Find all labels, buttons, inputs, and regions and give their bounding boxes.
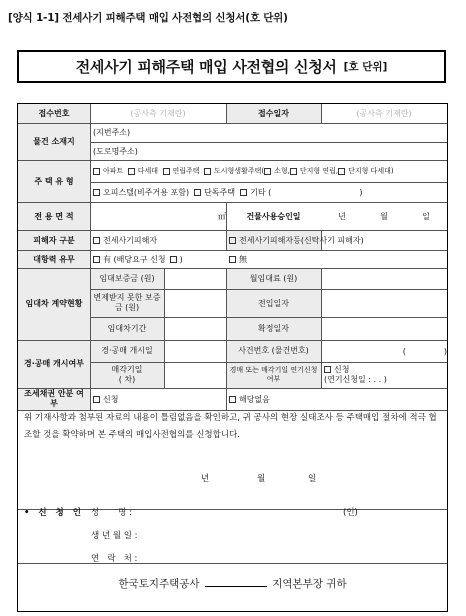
- applicant-label: • 신 청 인: [24, 508, 84, 518]
- urban-housing-checkbox[interactable]: [204, 168, 211, 175]
- approval-day: 일: [422, 211, 430, 221]
- statement-year: 년: [201, 474, 210, 484]
- monthly-rent-field[interactable]: [321, 268, 447, 289]
- monthly-rent-label: 월임대료 (원): [249, 274, 298, 283]
- seal-mark: (인): [343, 508, 358, 518]
- fixed-date-field[interactable]: [321, 317, 447, 340]
- opposability-yes-close: ): [179, 254, 183, 264]
- case-number-open: (: [402, 346, 406, 356]
- dividend-request-checkbox[interactable]: [170, 256, 177, 263]
- opposability-no-checkbox[interactable]: [229, 256, 236, 263]
- birth-date-field[interactable]: [148, 529, 338, 541]
- multi-household-checkbox[interactable]: [128, 168, 135, 175]
- victim-type-option1: [90, 230, 229, 250]
- officetel-option-label: 오피스텔(비주거용 포함): [103, 187, 190, 197]
- road-address-field[interactable]: (도로명주소): [93, 146, 138, 156]
- detached-house-option-label: 단독주택: [204, 187, 236, 197]
- urban-housing-option-label: 도시형생활주택(: [214, 167, 265, 175]
- tax-claim-na: [226, 388, 450, 410]
- lease-period-field[interactable]: [164, 317, 226, 340]
- deposit-field[interactable]: [164, 268, 226, 289]
- recipient-line: [18, 576, 447, 591]
- housing-type-options-line2: [90, 182, 450, 202]
- tax-apply-label: 신청: [103, 394, 119, 404]
- sale-date-label-group: [92, 362, 162, 388]
- opposability-no-label: 無: [239, 254, 247, 264]
- application-form-table: [17, 103, 448, 612]
- statement-month: 월: [257, 474, 266, 484]
- studio-checkbox[interactable]: [264, 168, 271, 175]
- housing-type-options-line1: [90, 160, 450, 182]
- apartment-option-label: 아파트: [103, 167, 124, 175]
- row-house-option-label: 연립주택: [172, 167, 200, 175]
- move-in-date-label: 전입일자: [258, 298, 289, 308]
- detached-house-checkbox[interactable]: [194, 189, 201, 196]
- victim-type-label: 피해자 구분: [33, 235, 75, 245]
- apartment-checkbox[interactable]: [93, 168, 100, 175]
- birth-date-label: 생 년 월 일 :: [91, 531, 138, 541]
- receipt-date-label: 접수일자: [258, 109, 289, 118]
- regional-office-blank[interactable]: [205, 586, 267, 587]
- receipt-number-field[interactable]: (공사측 기재란): [130, 109, 186, 118]
- opposability-yes-label: 有 (배당요구 신청: [103, 254, 166, 264]
- form-title-unit: [호 단위]: [343, 61, 388, 73]
- victim-checkbox[interactable]: [93, 237, 100, 244]
- trust-victim-option-label: 전세사기피해자등(신탁사기 피해자): [239, 235, 364, 245]
- approval-month: 월: [380, 211, 388, 221]
- applicant-name-field[interactable]: [148, 506, 338, 518]
- auction-start-label: 경·공매 개시일: [101, 346, 153, 355]
- tax-apply-checkbox[interactable]: [93, 396, 100, 403]
- postpone-checkbox[interactable]: [324, 366, 331, 373]
- contact-label: 연 락 처 :: [91, 554, 138, 564]
- postpone-option-label: 신청: [334, 365, 350, 374]
- opposability-yes: [90, 250, 229, 268]
- exclusive-area-label: 전 용 면 적: [34, 211, 74, 221]
- contact-field[interactable]: [148, 552, 338, 564]
- case-number-field[interactable]: [321, 340, 451, 362]
- postpone-option: [324, 365, 349, 375]
- officetel-checkbox[interactable]: [93, 189, 100, 196]
- lot-address-field[interactable]: (지번주소): [93, 128, 131, 137]
- other-type-checkbox[interactable]: [240, 189, 247, 196]
- receipt-date-field[interactable]: (공사측 기재란): [356, 109, 412, 118]
- tax-claim-label: 조세채권 안분 여부: [24, 389, 84, 408]
- sale-date-label: 매각기일: [111, 365, 143, 374]
- form-label: [양식 1-1] 전세사기 피해주택 매입 사전협의 신청서(호 단위): [8, 12, 288, 24]
- other-type-option-label: 기타 (: [250, 187, 272, 197]
- lease-status-label: 임대차 계약현황: [25, 299, 83, 308]
- tax-na-checkbox[interactable]: [229, 396, 236, 403]
- approval-date-field[interactable]: [321, 202, 447, 230]
- unreturned-deposit-field[interactable]: [164, 289, 226, 317]
- row-house-checkbox[interactable]: [163, 168, 170, 175]
- approval-date-label: 건물사용승인일: [246, 211, 301, 221]
- property-location-label: 물건 소재지: [33, 137, 75, 146]
- case-number-close: ): [443, 346, 447, 356]
- case-number-label: 사건번호 (물건번호): [238, 346, 309, 355]
- housing-type-label: 주 택 유 형: [34, 176, 74, 186]
- trust-victim-checkbox[interactable]: [229, 237, 236, 244]
- receipt-number-label: 접수번호: [38, 109, 70, 118]
- sale-round: ( 차): [118, 375, 136, 384]
- recipient-org: 한국토지주택공사: [118, 578, 200, 590]
- approval-year: 년: [338, 211, 346, 221]
- postpone-label: 경매 또는 매각기일 연기신청 여부: [229, 366, 318, 383]
- auction-start-field[interactable]: [164, 340, 226, 362]
- statement-day: 일: [308, 474, 317, 484]
- urban-multi-checkbox[interactable]: [338, 168, 345, 175]
- deposit-label: 임대보증금 (원): [99, 274, 155, 283]
- lease-period-label: 임대차기간: [107, 324, 147, 333]
- postpone-options: [324, 362, 447, 388]
- fixed-date-label: 확정일자: [258, 324, 289, 333]
- victim-type-option2: [226, 230, 450, 250]
- multi-household-option-label: 다세대: [137, 167, 159, 175]
- sale-date-field[interactable]: [164, 362, 226, 388]
- form-title: 전세사기 피해주택 매입 사전협의 신청서: [75, 58, 337, 76]
- other-type-close: ): [359, 187, 363, 197]
- recipient-suffix: 지역본부장 귀하: [272, 578, 347, 590]
- opposability-no: [226, 250, 450, 268]
- auction-status-label: 경·공매 개시여부: [24, 359, 84, 368]
- tax-claim-apply: [90, 388, 229, 410]
- title-box: [17, 50, 446, 83]
- opposability-label: 대항력 유무: [33, 254, 75, 264]
- urban-multi-option-label: 단지형 다세대): [348, 167, 394, 175]
- opposability-yes-checkbox[interactable]: [93, 256, 100, 263]
- urban-row-option-label: 단지형 연립,: [299, 167, 339, 175]
- unreturned-deposit-label: 변제받지 못한 보증금 (원): [93, 293, 161, 312]
- area-unit: ㎡: [218, 211, 226, 221]
- exclusive-area-field[interactable]: [90, 202, 230, 230]
- postpone-date: (연기신청일 : . . ): [324, 375, 387, 384]
- applicant-statement: 위 기재사항과 첨부된 자료의 내용이 틀림없음을 확인하고, 귀 공사의 현장 실태조사 등 주택매입 절차에 적극 협조할 것을 확약하며 본 주택의 매입사전협의를 신청합니다.: [24, 413, 437, 440]
- move-in-date-field[interactable]: [321, 289, 447, 317]
- tax-na-label: 해당없음: [239, 394, 270, 404]
- victim-option-label: 전세사기피해자: [103, 235, 158, 245]
- applicant-name-label: 성 명 :: [91, 508, 132, 518]
- urban-row-checkbox[interactable]: [290, 168, 297, 175]
- studio-option-label: 소형,: [274, 167, 290, 175]
